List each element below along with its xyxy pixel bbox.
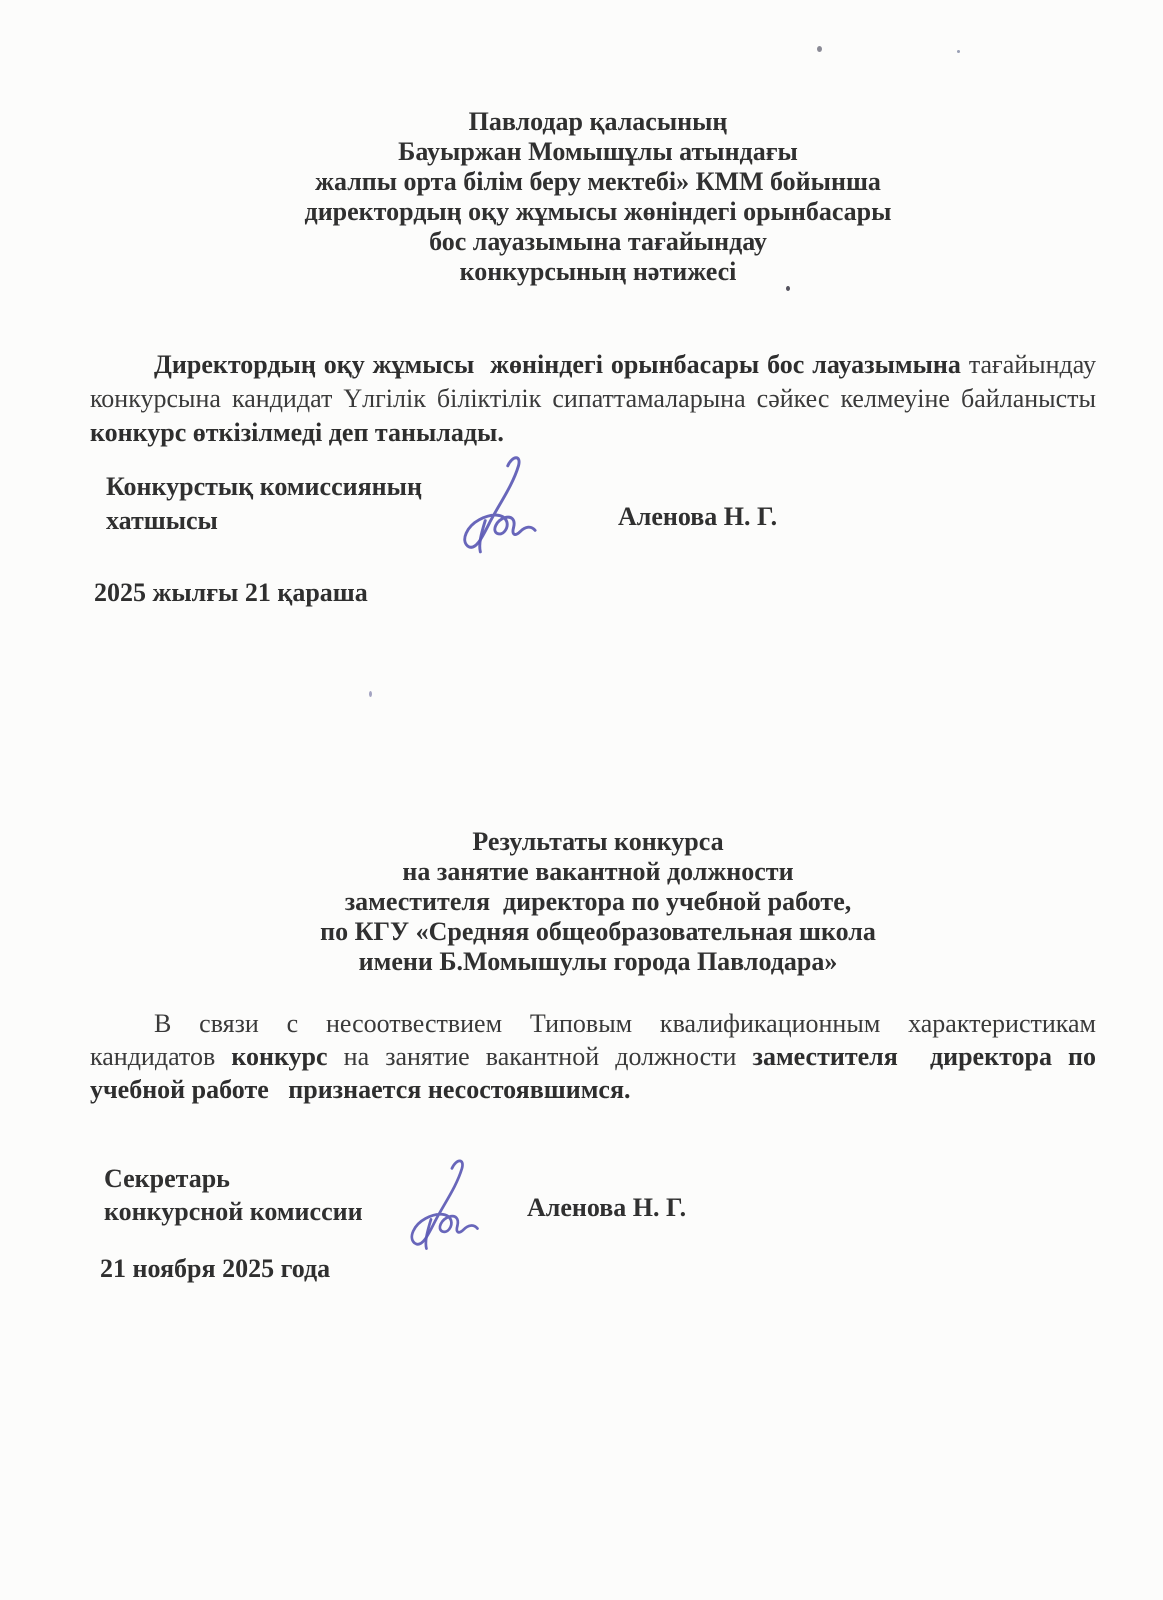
kk-signatory-role-line-2: хатшысы [106,506,218,535]
kk-title-block [58,107,1138,287]
ru-signatory-role [104,1162,363,1228]
kk-paragraph [90,348,1096,450]
kk-title-line-6: конкурсының нәтижесі [459,257,737,286]
ru-paragraph-line-3-bold: учебной работе признается несостоявшимся. [90,1075,631,1104]
ru-title-line-3: заместителя директора по учебной работе, [344,887,852,916]
ru-title-line-1: Результаты конкурса [472,827,724,856]
ru-title-line-4: по КГУ «Средняя общеобразовательная школа [320,917,876,946]
ru-paragraph-line-2-bold-1: конкурс [231,1042,328,1071]
ru-paragraph-line-1: В связи с несоотвествием Типовым квалификационным характеристикам [154,1009,1096,1038]
ru-paragraph-line-2-regular-2: на занятие вакантной должности [343,1042,737,1071]
kk-title-line-5: бос лауазымына тағайындау [429,227,767,256]
kk-paragraph-line-3-bold: конкурс өткізілмеді деп танылады. [90,418,504,447]
kk-signature-ink-icon [452,452,540,554]
ru-title-block [58,827,1138,977]
kk-title-line-2: Бауыржан Момышұлы атындағы [398,137,798,166]
ru-paragraph-line-2-bold-2: заместителя директора по [752,1042,1097,1071]
kk-title-line-1: Павлодар қаласының [468,107,728,136]
kk-paragraph-line-1-regular: тағайындау [968,350,1096,379]
ru-paragraph [90,1007,1096,1106]
kk-paragraph-line-1 [90,348,1096,382]
ru-title-line-5: имени Б.Момышулы города Павлодара» [358,947,838,976]
scan-speck [957,50,960,53]
ru-signatory-role-line-1: Секретарь [104,1164,230,1193]
scan-speck [369,691,372,697]
kk-title-line-4: директордың оқу жұмысы жөніндегі орынбасары [304,197,892,226]
ru-title-line-2: на занятие вакантной должности [402,857,794,886]
ru-signatory-role-line-2: конкурсной комиссии [104,1197,363,1226]
ru-signature-ink-icon [400,1156,482,1250]
kk-signatory-role [106,470,422,538]
kk-paragraph-line-3 [90,416,1096,450]
kk-date: 2025 жылғы 21 қараша [94,578,368,607]
kk-paragraph-line-2: конкурсына кандидат Үлгілік біліктілік сипаттамаларына сәйкес келмеуіне байланысты [90,384,1096,413]
kk-title-line-3: жалпы орта білім беру мектебі» КММ бойынша [315,167,881,196]
ru-date: 21 ноября 2025 года [100,1254,331,1283]
ru-paragraph-line-2 [90,1040,1096,1073]
kk-signatory-role-line-1: Конкурстық комиссияның [106,472,422,501]
ru-paragraph-line-2-regular-1: кандидатов [90,1042,216,1071]
scan-speck [786,286,790,291]
scan-speck [817,46,822,52]
ru-signatory-name: Аленова Н. Г. [527,1193,687,1222]
kk-signatory-name: Аленова Н. Г. [618,502,778,531]
ru-paragraph-line-3 [90,1073,1096,1106]
kk-paragraph-line-1-bold: Директордың оқу жұмысы жөніндегі орынбасары бос лауазымына [154,350,961,379]
